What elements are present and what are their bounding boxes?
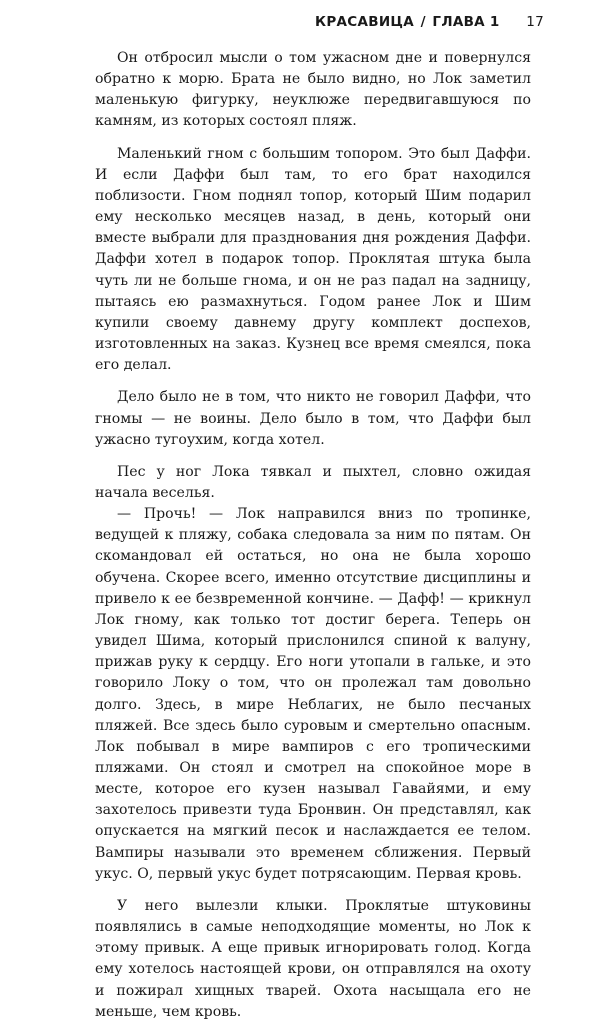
paragraph: Пес у ног Лока тявкал и пыхтел, словно ожидая начала веселья. bbox=[95, 463, 531, 501]
page-number: 17 bbox=[526, 14, 544, 30]
chapter-label: ГЛАВА 1 bbox=[432, 14, 500, 30]
running-header bbox=[315, 14, 544, 30]
paragraph: Маленький гном с большим топором. Это был Даффи. И если Даффи был там, то его брат находился поблизости. Гном поднял топор, который Шим подарил ему несколько месяцев назад, в день, который они вместе выбрали для празднования дня рождения Даффи. Даффи хотел в подарок топор. Проклятая штука была чуть ли не больше гнома, и он не раз падал на задницу, пытаясь ею размахнуться. Годом ранее Лок и Шим купили своему давнему другу комплект доспехов, изготовленных на заказ. Кузнец все время смеялся, пока его делал. bbox=[95, 145, 531, 374]
paragraph: У него вылезли клыки. Проклятые штуковины появлялись в самые неподходящие моменты, но Лок к этому привык. А еще привык игнорировать голод. Когда ему хотелось настоящей крови, он отправлялся на охоту и пожирал хищных тварей. Охота насыщала его не меньше, чем кровь. bbox=[95, 897, 531, 1020]
header-separator: / bbox=[420, 14, 426, 30]
body-text bbox=[95, 48, 531, 1023]
paragraph: — Прочь! — Лок направился вниз по тропинке, ведущей к пляжу, собака следовала за ним по пятам. Он скомандовал ей остаться, но она не была хорошо обучена. Скорее всего, именно отсутствие дисциплины и привело к ее безвременной кончине. — Дафф! — крикнул Лок гному, как только тот достиг берега. Теперь он увидел Шима, который прислонился спиной к валуну, прижав руку к сердцу. Его ноги утопали в гальке, и это говорило Локу о том, что он пролежал там довольно долго. Здесь, в мире Неблагих, не было песчаных пляжей. Все здесь было суровым и смертельно опасным. Лок побывал в мире вампиров с его тропическими пляжами. Он стоял и смотрел на спокойное море в месте, которое его кузен называл Гавайями, и ему захотелось привезти туда Бронвин. Он представлял, как опускается на мягкий песок и наслаждается ее телом. Вампиры называли это временем сближения. Первый укус. О, первый укус будет потрясающим. Первая кровь. bbox=[95, 506, 531, 882]
book-title: КРАСАВИЦА bbox=[315, 14, 414, 30]
paragraph: Он отбросил мысли о том ужасном дне и повернулся обратно к морю. Брата не было видно, но Лок заметил маленькую фигурку, неуклюже передвигавшуюся по камням, из которых состоял пляж. bbox=[95, 50, 531, 130]
paragraph: Дело было не в том, что никто не говорил Даффи, что гномы — не воины. Дело было в том, что Даффи был ужасно тугоухим, когда хотел. bbox=[95, 389, 531, 448]
